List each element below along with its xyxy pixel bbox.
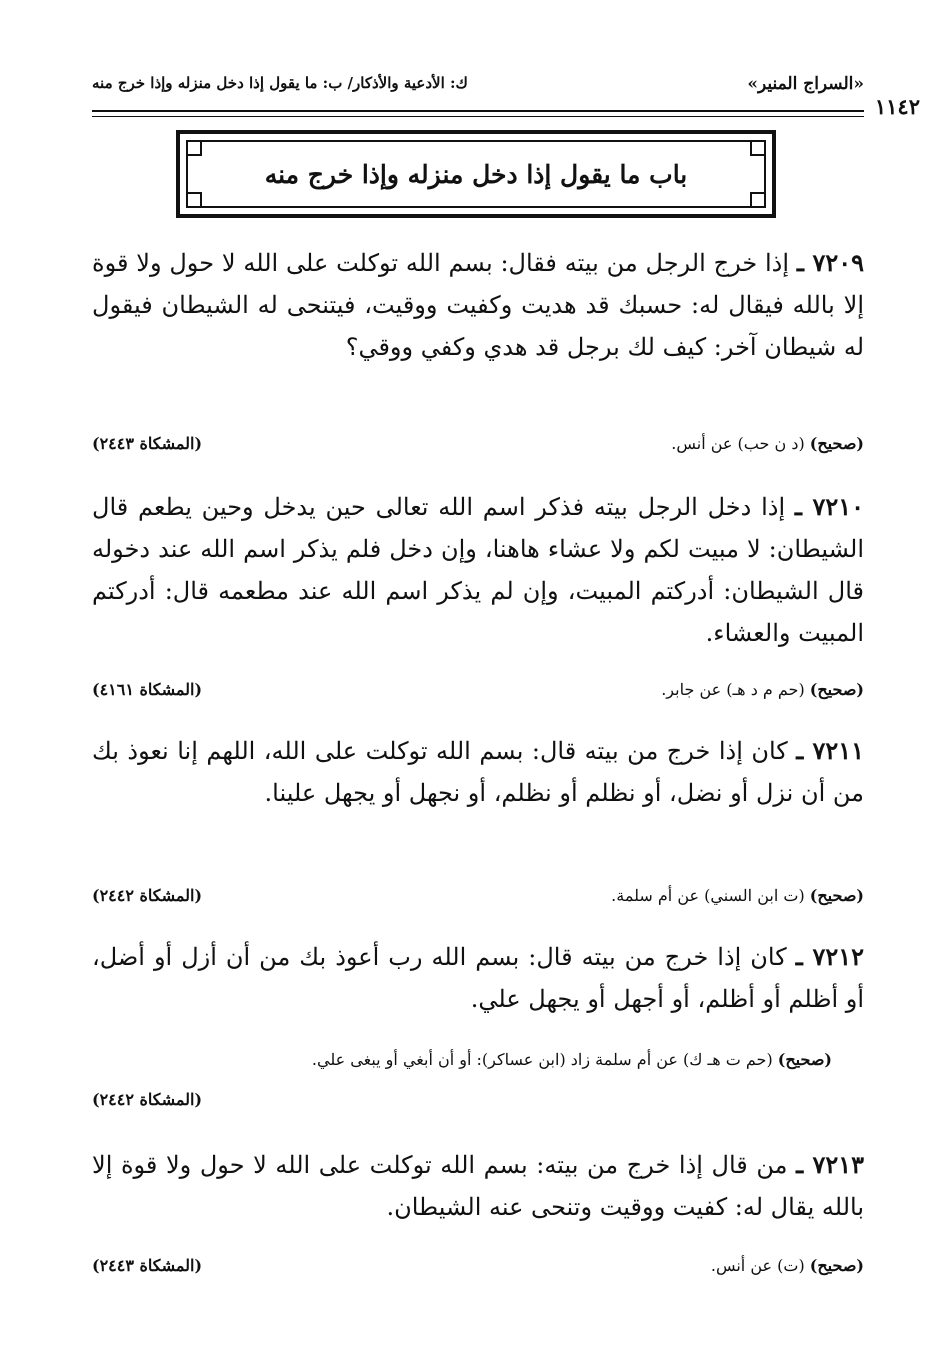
hadith-reference: (المشكاة ٤١٦١) [92,680,203,699]
hadith-text: إذا خرج الرجل من بيته فقال: بسم الله توكلت على الله لا حول ولا قوة إلا بالله فيقال له: حسبك قد هديت وكفيت ووقيت، فيتنحى له الشيطان فيقول له شيطان آخر: كيف لك برجل قد هدي وكفي ووقي؟ [92,249,864,361]
section-title: ك: الأدعية والأذكار/ ب: ما يقول إذا دخل منزله وإذا خرج منه [92,74,468,92]
hadith-takhrij [92,434,864,462]
hadith-source: (د ن حب) عن أنس. [671,434,805,453]
chapter-title-frame [176,130,776,218]
hadith-grade: (صحيح) [809,1256,864,1275]
hadith-number: ٧٢١١ ـ [796,736,864,765]
hadith-reference: (المشكاة ٢٤٤٣) [92,1256,203,1275]
hadith-number: ٧٢١٠ ـ [794,492,864,521]
hadith-text: من قال إذا خرج من بيته: بسم الله توكلت على الله لا حول ولا قوة إلا بالله يقال له: كفيت ووقيت وتنحى عنه الشيطان. [92,1151,864,1221]
hadith-takhrij [92,1256,864,1284]
hadith-grade: (صحيح) [777,1050,832,1069]
hadith-grade: (صحيح) [809,434,864,453]
running-head [92,72,864,100]
hadith-source: (ت) عن أنس. [710,1256,805,1275]
hadith-entry [92,936,864,1020]
takhrij-source [611,886,864,905]
hadith-source: (ت ابن السني) عن أم سلمة. [611,886,805,905]
hadith-takhrij [92,886,864,914]
frame-corner-ornament [186,140,202,156]
header-rule-thin [92,116,864,117]
chapter-title-inner-frame [186,140,766,208]
hadith-entry [92,730,864,814]
hadith-takhrij [92,680,864,708]
takhrij-source [671,434,864,453]
hadith-text: كان إذا خرج من بيته قال: بسم الله توكلت على الله، اللهم إنا نعوذ بك من أن نزل أو نضل، أو نظلم أو نظلم، أو نجهل أو يجهل علينا. [92,737,864,807]
header-rule [92,110,864,112]
takhrij-source [711,1256,864,1275]
hadith-number: ٧٢٠٩ ـ [796,248,864,277]
hadith-entry [92,486,864,654]
chapter-title: باب ما يقول إذا دخل منزله وإذا خرج منه [264,159,688,189]
hadith-entry [92,242,864,368]
hadith-text: إذا دخل الرجل بيته فذكر اسم الله تعالى حين يدخل وحين يطعم قال الشيطان: لا مبيت لكم ولا عشاء هاهنا، وإن دخل فلم يذكر اسم الله عند دخوله قال الشيطان: أدركتم المبيت، وإن لم يذكر اسم الله عند مطعمه قال: أدركتم المبيت والعشاء. [92,493,864,647]
book-title: «السراج المنير» [747,74,864,94]
hadith-grade: (صحيح) [809,680,864,699]
frame-corner-ornament [750,192,766,208]
hadith-grade: (صحيح) [809,886,864,905]
hadith-number: ٧٢١٣ ـ [796,1150,864,1179]
hadith-takhrij [92,1050,832,1069]
hadith-source: (حم ت هـ ك) عن أم سلمة زاد (ابن عساكر): أو أن أبغي أو يبغى علي. [311,1050,773,1069]
frame-corner-ornament [750,140,766,156]
hadith-entry [92,1144,864,1228]
takhrij-source [661,680,864,699]
hadith-text: كان إذا خرج من بيته قال: بسم الله رب أعوذ بك من أن أزل أو أضل، أو أظلم أو أظلم، أو أجهل أو يجهل علي. [92,943,864,1013]
hadith-number: ٧٢١٢ ـ [795,942,865,971]
page-number: ١١٤٢ [874,94,920,119]
hadith-reference: (المشكاة ٢٤٤٣) [92,434,203,453]
hadith-reference: (المشكاة ٢٤٤٢) [92,1090,203,1109]
frame-corner-ornament [186,192,202,208]
hadith-source: (حم م د هـ) عن جابر. [661,680,805,699]
hadith-reference: (المشكاة ٢٤٤٢) [92,886,203,905]
